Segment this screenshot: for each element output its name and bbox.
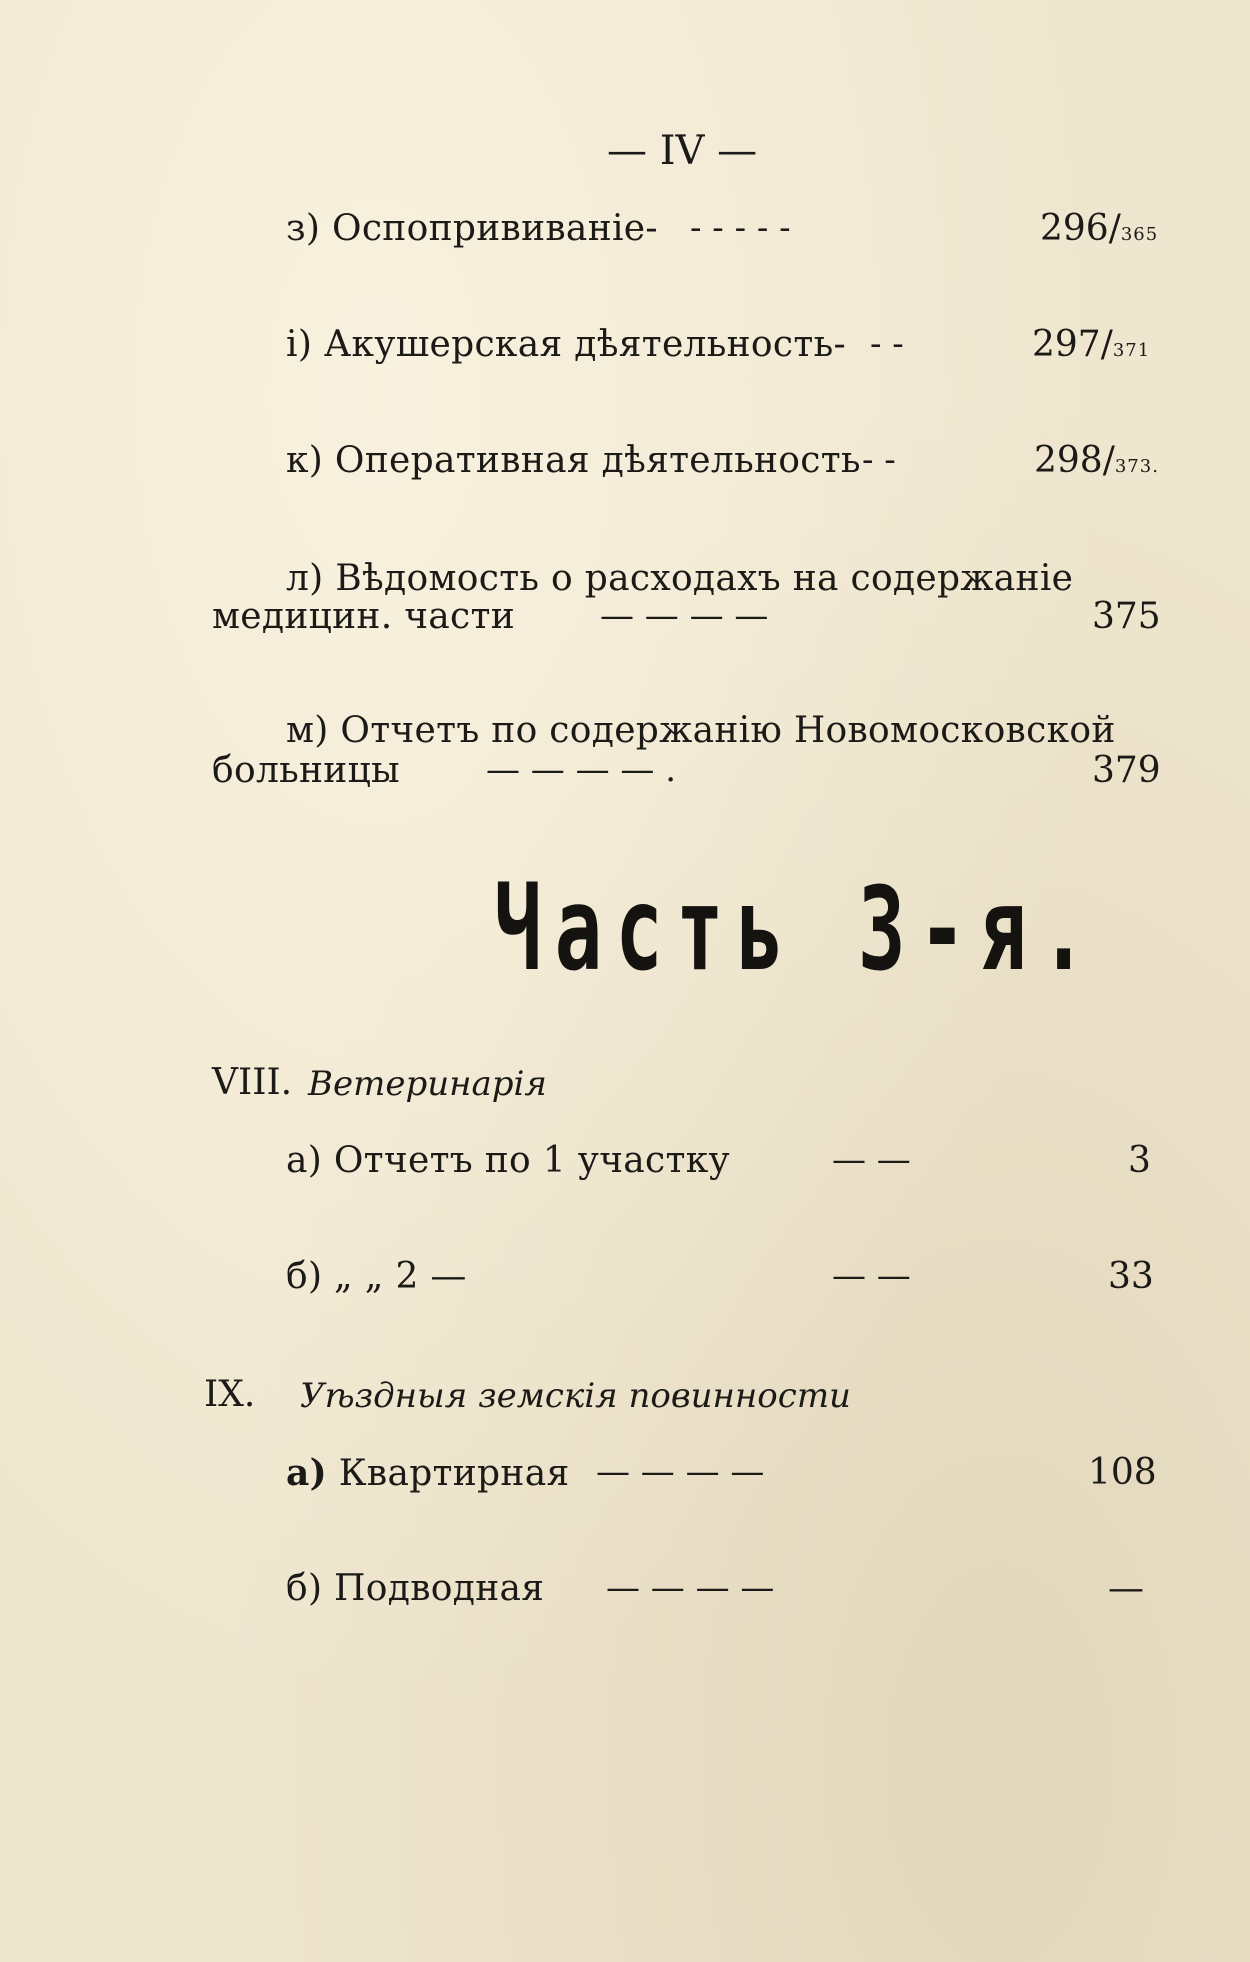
section-numeral-ix: IX.	[204, 1374, 256, 1415]
entry-page-k: 298/373.	[1034, 440, 1159, 481]
vet-item-b-label: б) „ „ 2 —	[286, 1256, 467, 1297]
entry-label-m-line1: м) Отчетъ по содержанію Новомосковской	[286, 710, 1116, 751]
duty-item-b-dashes: — — — —	[606, 1568, 775, 1608]
vet-item-a-dashes: — —	[832, 1140, 911, 1180]
duty-item-a-label: а) Квартирная	[286, 1452, 570, 1494]
vet-item-b-page: 33	[1108, 1256, 1154, 1297]
entry-dashes-l: — — — —	[600, 596, 769, 636]
entry-label-l-line2: медицин. части	[212, 596, 516, 637]
duty-item-a-dashes: — — — —	[596, 1452, 765, 1492]
entry-page-l: 375	[1092, 596, 1161, 637]
entry-dashes-k: - -	[862, 440, 896, 480]
vet-item-b-dashes: — —	[832, 1256, 911, 1296]
vet-item-a-page: 3	[1128, 1140, 1151, 1181]
entry-label-i: і) Акушерская дѣятельность-	[286, 324, 846, 365]
section-title-veterinary: Ветеринарія	[308, 1064, 547, 1104]
entry-dashes-i: - -	[870, 324, 904, 364]
vet-item-a-label: а) Отчетъ по 1 участку	[286, 1140, 731, 1181]
section-title-duties: Уѣздныя земскія повинности	[300, 1376, 851, 1416]
page-number: — IV —	[607, 128, 758, 174]
entry-label-z: з) Оспопрививаніе-	[286, 208, 658, 249]
duty-item-a-page: 108	[1088, 1452, 1157, 1493]
entry-dashes-m: — — — — .	[486, 750, 677, 790]
section-numeral-viii: VIII.	[212, 1062, 293, 1103]
entry-page-i: 297/371	[1032, 324, 1151, 365]
entry-page-z: 296/365	[1040, 208, 1159, 249]
part-title: Часть 3-я.	[494, 862, 1101, 997]
entry-label-k: к) Оперативная дѣятельность	[286, 440, 861, 481]
entry-label-l-line1: л) Вѣдомость о расходахъ на содержаніе	[286, 558, 1074, 599]
entry-dashes-z: - - - - -	[690, 208, 791, 248]
duty-item-b-page: —	[1108, 1568, 1144, 1609]
entry-page-m: 379	[1092, 750, 1161, 791]
entry-label-m-line2: больницы	[212, 750, 401, 791]
duty-item-b-label: б) Подводная	[286, 1568, 545, 1609]
